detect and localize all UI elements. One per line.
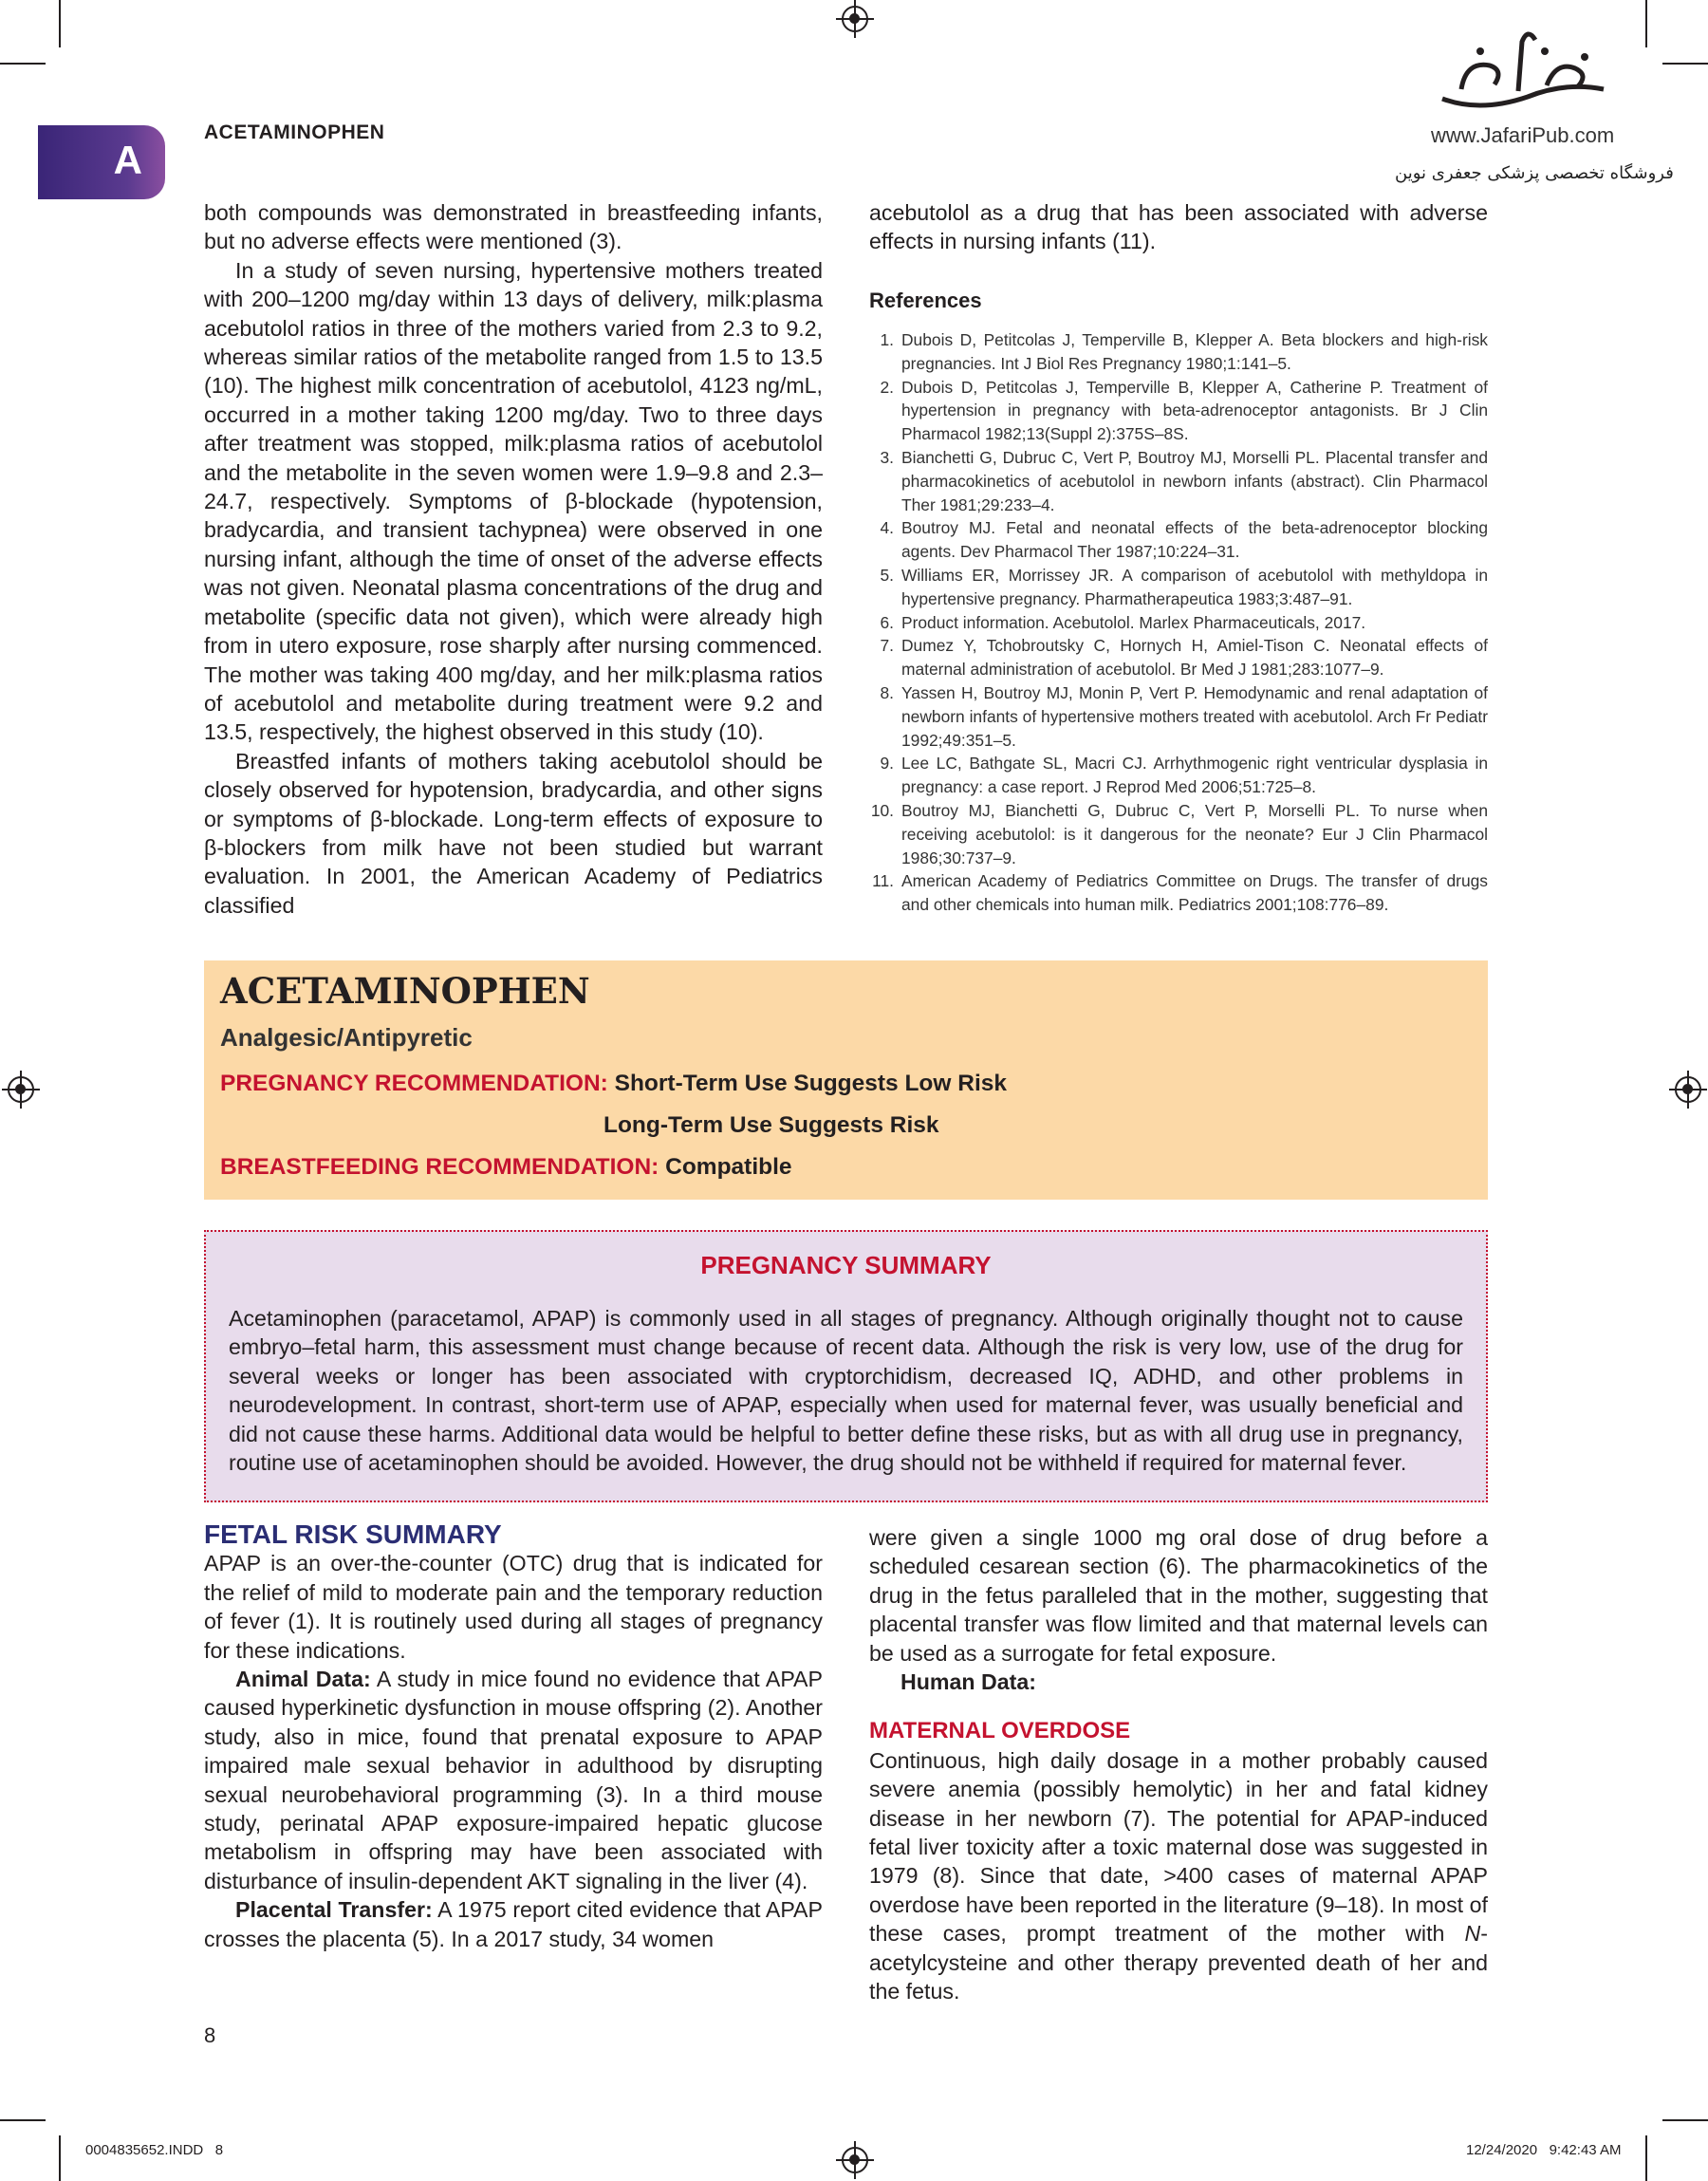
references-list <box>869 328 1488 917</box>
maternal-overdose-heading: MATERNAL OVERDOSE <box>869 1718 1131 1744</box>
paragraph: Breastfed infants of mothers taking acebutolol should be closely observed for hypotension, bradycardia, and other signs or symptoms of β-blockade. Long-term effects of exposure to β-blockers from milk have not been studied but warrant evaluation. In 2001, the American Academy of Pediatrics classified <box>204 748 823 918</box>
pregnancy-recommendation <box>220 1071 1007 1097</box>
left-column-top <box>204 198 823 920</box>
running-head: ACETAMINOPHEN <box>204 121 385 143</box>
paragraph: were given a single 1000 mg oral dose of drug before a scheduled cesarean section (6). The pharmacokinetics of the drug in the fetus paralleled that in the mother, suggesting that placental transfer was flow limited and that maternal levels can be used as a surrogate for fetal exposure. <box>869 1525 1488 1666</box>
pregnancy-recommendation-label: PREGNANCY RECOMMENDATION: <box>220 1071 608 1096</box>
reference-text: Dubois D, Petitcolas J, Temperville B, Klepper A, Catherine P. Treatment of hypertension in pregnancy with beta-adrenoceptor antagonists. Br J Clin Pharmacol 1982;13(Suppl 2):375S–8S. <box>901 377 1488 444</box>
drug-class: Analgesic/Antipyretic <box>220 1023 473 1052</box>
paragraph: both compounds was demonstrated in breastfeeding infants, but no adverse effects were mentioned (3). <box>204 200 823 254</box>
reference-item <box>869 752 1488 799</box>
fetal-risk-right-column <box>869 1523 1488 2006</box>
reference-text: Lee LC, Bathgate SL, Macri CJ. Arrhythmogenic right ventricular dysplasia in pregnancy: a case report. J Reprod Med 2006;51:725–8. <box>901 754 1488 797</box>
human-data-label: Human Data: <box>900 1669 1037 1695</box>
breastfeeding-recommendation-label: BREASTFEEDING RECOMMENDATION: <box>220 1154 659 1180</box>
placental-transfer-text: A 1975 report cited evidence that APAP crosses the placenta (5). In a 2017 study, 34 women <box>204 1897 823 1951</box>
reference-item <box>869 869 1488 917</box>
logo-url: www.JafariPub.com <box>1431 123 1615 147</box>
reference-text: Boutroy MJ, Bianchetti G, Dubruc C, Vert P, Morselli PL. To nurse when receiving acebutolol: is it dangerous for the neonate? Eur J Clin Pharmacol 1986;30:737–9. <box>901 800 1488 867</box>
registration-mark-icon <box>8 1076 34 1103</box>
crop-mark <box>1662 2119 1708 2121</box>
reference-number: 3. <box>880 447 894 467</box>
animal-data-text: A study in mice found no evidence that APAP caused hyperkinetic dysfunction in mouse offspring (2). Another study, also in mice, found that prenatal exposure to APAP impaired male sexual behavior in adulthood by disrupting sexual neurobehavioral programming (3). In a third mouse study, perinatal APAP exposure-impaired hepatic glucose metabolism in offspring may have been associated with disturbance of insulin-dependent AKT signaling in the liver (4). <box>204 1667 823 1893</box>
breastfeeding-recommendation <box>220 1154 792 1181</box>
file-slug: 0004835652.INDD 8 <box>85 2142 224 2158</box>
reference-item <box>869 376 1488 446</box>
paragraph <box>204 1665 823 1895</box>
crop-mark <box>1645 2135 1647 2181</box>
section-letter: A <box>113 138 142 182</box>
reference-item <box>869 328 1488 376</box>
right-column-top <box>869 198 1488 256</box>
paragraph: APAP is an over-the-counter (OTC) drug that is indicated for the relief of mild to moderate pain and the temporary reduction of fever (1). It is routinely used during all stages of pregnancy for these indications. <box>204 1551 823 1663</box>
reference-item <box>869 611 1488 635</box>
reference-text: Product information. Acebutolol. Marlex Pharmaceuticals, 2017. <box>901 612 1366 632</box>
page-number: 8 <box>204 2023 216 2047</box>
reference-number: 10. <box>870 800 894 820</box>
pregnancy-summary-box <box>204 1230 1488 1502</box>
fetal-risk-left-column <box>204 1520 823 1953</box>
timestamp-slug: 12/24/2020 9:42:43 AM <box>1466 2142 1622 2158</box>
crop-mark <box>0 63 46 65</box>
pregnancy-recommendation-value: Short-Term Use Suggests Low Risk <box>614 1071 1008 1096</box>
registration-mark-icon <box>1675 1076 1701 1103</box>
reference-item <box>869 681 1488 752</box>
section-tab <box>38 125 165 199</box>
reference-number: 7. <box>880 636 894 656</box>
breastfeeding-recommendation-value: Compatible <box>665 1154 792 1180</box>
paragraph: acebutolol as a drug that has been associated with adverse effects in nursing infants (11). <box>869 200 1488 254</box>
reference-item <box>869 634 1488 681</box>
reference-text: Yassen H, Boutroy MJ, Monin P, Vert P. Hemodynamic and renal adaptation of newborn infants of hypertensive mothers treated with acebutolol. Arch Fr Pediatr 1992;49:351–5. <box>901 682 1488 750</box>
pregnancy-summary-title: PREGNANCY SUMMARY <box>700 1251 992 1279</box>
reference-item <box>869 446 1488 516</box>
crop-mark <box>59 0 61 47</box>
reference-number: 8. <box>880 682 894 702</box>
reference-text: Dumez Y, Tchobroutsky C, Hornych H, Amiel-Tison C. Neonatal effects of maternal administration of acebutolol. Br Med J 1981;283:1077–9. <box>901 636 1488 680</box>
reference-item <box>869 516 1488 564</box>
placental-transfer-label: Placental Transfer: <box>235 1897 433 1923</box>
registration-mark-icon <box>842 2147 868 2173</box>
reference-text: Boutroy MJ. Fetal and neonatal effects of the beta-adrenoceptor blocking agents. Dev Pharmacol Ther 1987;10:224–31. <box>901 518 1488 562</box>
crop-mark <box>0 2119 46 2121</box>
reference-number: 5. <box>880 565 894 585</box>
reference-number: 9. <box>880 754 894 774</box>
crop-mark <box>1662 63 1708 65</box>
reference-number: 11. <box>872 871 894 891</box>
animal-data-label: Animal Data: <box>235 1667 371 1692</box>
reference-text: Williams ER, Morrissey JR. A comparison of acebutolol with methyldopa in hypertensive pregnancy. Pharmatherapeutica 1983;3:487–91. <box>901 565 1488 608</box>
paragraph: In a study of seven nursing, hypertensive mothers treated with 200–1200 mg/day within 13 days of delivery, milk:plasma acebutolol ratios in three of the mothers varied from 2.3 to 9.2, whereas similar ratios of the metabolite ranged from 1.5 to 13.5 (10). The highest milk concentration of acebutolol, 4123 ng/mL, occurred in a mother taking 1200 mg/day. Two to three days after treatment was stopped, milk:plasma ratios of acebutolol and the metabolite in the seven women were 1.9–9.8 and 2.3–24.7, respectively. Symptoms of β-blockade (hypotension, bradycardia, and transient tachypnea) were observed in one nursing infant, although the time of onset of the adverse effects was not given. Neonatal plasma concentrations of the drug and metabolite (specific data not given), which were already high from in utero exposure, rose sharply after nursing commenced. The mother was taking 400 mg/day, and her milk:plasma ratios of acebutolol and metabolite during treatment were 9.2 and 13.5, respectively, the highest observed in this study (10). <box>204 257 823 745</box>
reference-number: 4. <box>880 518 894 538</box>
paragraph <box>869 1668 1488 1696</box>
fetal-risk-heading: FETAL RISK SUMMARY <box>204 1519 502 1549</box>
reference-item <box>869 799 1488 869</box>
reference-number: 2. <box>880 377 894 397</box>
reference-text: American Academy of Pediatrics Committee on Drugs. The transfer of drugs and other chemicals into human milk. Pediatrics 2001;108:776–89. <box>901 871 1488 915</box>
crop-mark <box>1645 0 1647 47</box>
drug-name: ACETAMINOPHEN <box>220 970 590 1012</box>
paragraph <box>869 1746 1488 2006</box>
overdose-text-end: -acetylcysteine and other therapy prevented death of her and the fetus. <box>869 1921 1488 2004</box>
paragraph <box>204 1895 823 1953</box>
reference-text: Dubois D, Petitcolas J, Temperville B, Klepper A. Beta blockers and high-risk pregnancies. Int J Biol Res Pregnancy 1980;1:141–5. <box>901 330 1488 373</box>
logo-tagline: فروشگاه تخصصی پزشکی جعفری نوین <box>1395 163 1674 183</box>
crop-mark <box>59 2135 61 2181</box>
registration-mark-icon <box>842 6 868 32</box>
overdose-text: Continuous, high daily dosage in a mother probably caused severe anemia (possibly hemolytic) in her and fatal kidney disease in her newborn (7). The potential for APAP-induced fetal liver toxicity after a toxic maternal dose was suggested in 1979 (8). Since that date, >400 cases of maternal APAP overdose have been reported in the literature (9–18). In most of these cases, prompt treatment of the mother with <box>869 1747 1488 1947</box>
reference-item <box>869 564 1488 611</box>
reference-number: 6. <box>880 612 894 632</box>
overdose-italic: N <box>1464 1921 1481 1947</box>
pregnancy-recommendation-value-2: Long-Term Use Suggests Risk <box>603 1112 939 1138</box>
pregnancy-summary-text: Acetaminophen (paracetamol, APAP) is commonly used in all stages of pregnancy. Although originally thought not to cause embryo–fetal harm, this assessment must change because of recent data. Although the risk is very low, use of the drug for several weeks or longer has been associated with cryptorchidism, decreased IQ, ADHD, and other problems in neurodevelopment. In contrast, short-term use of APAP, especially when used for maternal fever, was usually beneficial and did not cause these harms. Additional data would be helpful to better define these risks, but as with all drug use in pregnancy, routine use of acetaminophen should be avoided. However, the drug should not be withheld if required for maternal fever. <box>229 1306 1463 1476</box>
reference-number: 1. <box>880 330 894 349</box>
drug-monograph-header <box>204 960 1488 1200</box>
references-heading: References <box>869 289 982 312</box>
reference-text: Bianchetti G, Dubruc C, Vert P, Boutroy MJ, Morselli PL. Placental transfer and pharmacokinetics of acebutolol in newborn infants (abstract). Clin Pharmacol Ther 1981;29:233–4. <box>901 447 1488 514</box>
